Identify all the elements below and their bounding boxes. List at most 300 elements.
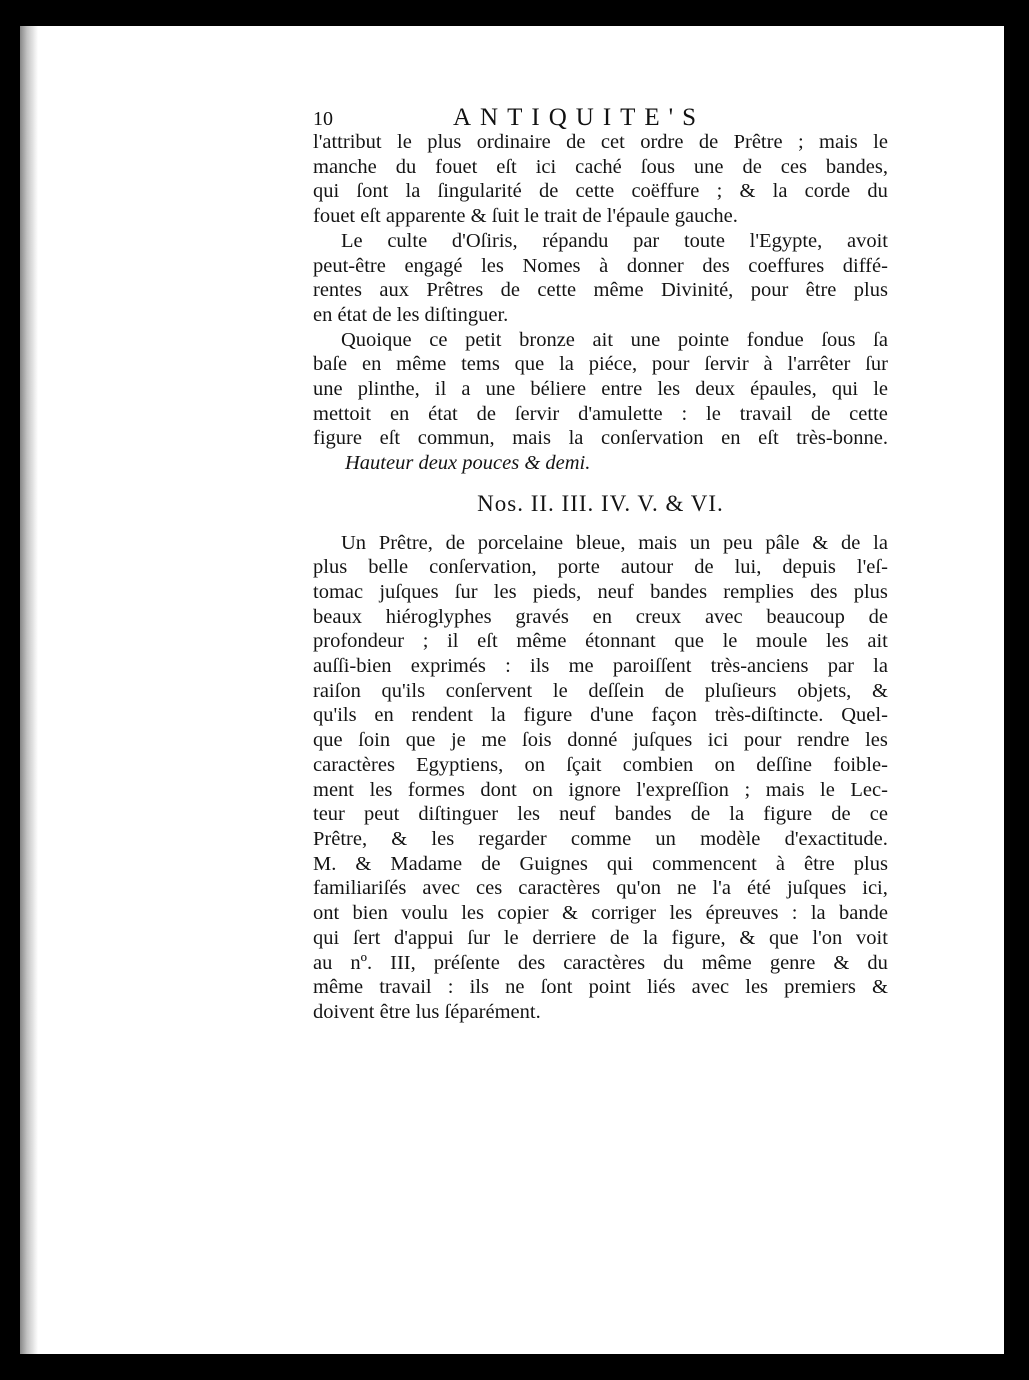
word: beaux (313, 605, 362, 628)
word: qu'ils (313, 704, 357, 727)
word: des (517, 951, 546, 974)
word: un (689, 531, 711, 554)
word: Prêtre, (313, 827, 368, 850)
word: & (812, 531, 829, 554)
word: de (810, 402, 831, 425)
word: de (831, 803, 851, 826)
word: les (481, 254, 504, 277)
text-line (313, 802, 888, 827)
word: qui (606, 852, 634, 875)
word: a (461, 378, 471, 401)
word: rendent (411, 704, 473, 727)
text-line: en état de les diſtinguer. (313, 303, 509, 326)
word: béliere (530, 378, 587, 401)
word: coëffure (631, 180, 700, 203)
text-line (313, 130, 888, 155)
word: bandes (650, 580, 708, 603)
word: regarder (478, 827, 547, 850)
word: le (873, 378, 888, 401)
word: d'une (590, 704, 634, 727)
word: l'eſ- (856, 556, 888, 579)
word: l'attribut (313, 131, 382, 153)
word: les (657, 378, 681, 401)
text-line (313, 629, 888, 654)
word: pluſieurs (704, 679, 777, 702)
word: & (871, 679, 888, 702)
word: que (514, 353, 545, 376)
word: ſçait (566, 753, 602, 776)
word: les (745, 976, 769, 999)
word: de (690, 803, 711, 826)
word: ont (313, 902, 340, 925)
text-line (313, 901, 888, 926)
word: le (820, 778, 835, 801)
word: culte (387, 229, 428, 252)
text-line (313, 229, 888, 254)
word: formes (407, 778, 465, 801)
word: modèle (700, 827, 761, 850)
word: bandes, (825, 155, 888, 178)
word: conſervation, (429, 556, 537, 579)
word: les (865, 729, 888, 752)
word: corriger (591, 902, 657, 925)
word: avec (422, 877, 460, 900)
word: à (599, 254, 609, 277)
word: avoit (846, 229, 888, 252)
word: commencent (652, 852, 757, 875)
word: conſervent (445, 679, 533, 702)
word: porte (557, 556, 600, 579)
word: façon (651, 704, 697, 727)
word: ſert (352, 926, 381, 949)
word: & (561, 902, 578, 925)
word: ici, (862, 877, 888, 900)
word: du (663, 951, 684, 974)
word: nº. (350, 951, 373, 974)
word: comme (570, 827, 632, 850)
word: cet (600, 131, 625, 153)
word: en (374, 704, 394, 727)
word: eſt (758, 427, 779, 450)
word: mais (638, 531, 677, 554)
word: être (805, 279, 837, 302)
word: un (655, 827, 676, 850)
text-line (313, 155, 888, 180)
word: des (702, 254, 730, 277)
word: Egyptiens, (416, 753, 504, 776)
word: l'arrêter (787, 353, 851, 376)
word: eſt (379, 427, 401, 450)
word: diffé- (842, 254, 888, 277)
word: en (361, 353, 382, 376)
word: mais (512, 427, 551, 450)
word: ment (313, 778, 354, 801)
word: à (763, 353, 773, 376)
word: dont (480, 778, 517, 801)
word: ſur (865, 353, 888, 376)
word: & (355, 852, 372, 875)
word: corde (804, 180, 851, 203)
word: ſont (356, 180, 389, 203)
word: le (706, 402, 721, 425)
word: plus (853, 852, 888, 875)
word: fouet (435, 155, 478, 178)
word: préſente (433, 951, 500, 974)
word: mais (819, 131, 858, 153)
word: plinthe, (357, 378, 420, 401)
word: les (669, 902, 693, 925)
word: bleue, (575, 531, 626, 554)
word: on (714, 753, 736, 776)
word: épaules, (750, 378, 817, 401)
word: engagé (404, 254, 463, 277)
word: moule (756, 630, 808, 653)
word: Prêtre (733, 131, 783, 153)
word: mettoit (313, 402, 372, 425)
word: cette (849, 402, 888, 425)
word: genre (769, 951, 816, 974)
text-line (313, 402, 888, 427)
word: d'exactitude. (784, 827, 888, 850)
word: de (664, 679, 685, 702)
word: point (588, 976, 631, 999)
word: les (431, 827, 455, 850)
word: le (722, 630, 738, 653)
word: la (810, 902, 826, 925)
word: exprimés (410, 655, 486, 678)
word: liés (646, 976, 676, 999)
word: paroiſſent (612, 655, 692, 678)
word: qu'ils (381, 679, 426, 702)
word: ſur (467, 926, 491, 949)
word: auſſi-bien (313, 655, 392, 678)
word: ils (469, 976, 489, 999)
word: combien (622, 753, 694, 776)
word: derriere (532, 926, 597, 949)
word: l'a (712, 877, 731, 900)
word: lui, (734, 556, 762, 579)
word: deſſein (588, 679, 645, 702)
word: que (313, 729, 343, 752)
running-title: ANTIQUITE'S (453, 104, 706, 131)
word: l'expreſſion (636, 778, 729, 801)
word: très-diſtincte. (714, 704, 824, 727)
word: de (609, 926, 630, 949)
word: les (517, 803, 541, 826)
word: figure (313, 427, 362, 450)
word: III, (390, 951, 416, 974)
word: neuf (597, 580, 634, 603)
word: une (313, 378, 343, 401)
word: en (721, 427, 741, 450)
text-line (313, 377, 888, 402)
word: même (313, 976, 364, 999)
word: je (450, 729, 466, 752)
text-line (313, 876, 888, 901)
text-line (313, 328, 888, 353)
word: gravés (515, 605, 569, 628)
word: qui (313, 180, 340, 203)
word: ſoin (358, 729, 391, 752)
word: me (481, 729, 507, 752)
word: par (633, 229, 660, 252)
word: ne (505, 976, 525, 999)
word: pieds, (532, 580, 582, 603)
word: teur (313, 803, 345, 826)
dimension-note: Hauteur deux pouces & demi. (345, 452, 591, 475)
word: la (642, 926, 658, 949)
word: ce (429, 328, 448, 351)
word: juſques (632, 729, 693, 752)
word: eſt (477, 630, 498, 653)
word: juſques (786, 877, 847, 900)
word: ſous (640, 155, 675, 178)
text-line (313, 352, 888, 377)
page-gutter-shadow (20, 26, 38, 1354)
word: la (559, 353, 574, 376)
word: diſtinguer (418, 803, 499, 826)
word: premiers (784, 976, 856, 999)
word: une (485, 378, 516, 401)
word: creux (635, 605, 682, 628)
text-line (313, 531, 888, 556)
word: à (775, 852, 785, 875)
word: la (568, 427, 584, 450)
body-text (313, 130, 888, 1025)
word: de (500, 279, 521, 302)
word: Quoique (341, 328, 412, 351)
word: M. (313, 852, 337, 875)
word: ſervir (704, 353, 749, 376)
word: en (389, 402, 410, 425)
word: me (568, 655, 594, 678)
word: ordre (640, 131, 684, 153)
word: on (524, 753, 545, 776)
page-number: 10 (313, 108, 333, 130)
word: : (447, 976, 454, 999)
word: juſques (379, 580, 439, 603)
word: : (681, 402, 688, 425)
word: ; (716, 180, 723, 203)
word: ſous (821, 328, 856, 351)
word: plus (313, 556, 348, 579)
text-line (313, 975, 888, 1000)
word: ces (476, 877, 503, 900)
word: ſont (540, 976, 573, 999)
word: manche (313, 155, 377, 178)
word: la (729, 803, 745, 826)
word: foible- (833, 753, 888, 776)
word: être (804, 852, 835, 875)
word: ce (869, 803, 888, 826)
word: des (810, 580, 838, 603)
word: peu (722, 531, 753, 554)
word: & (872, 976, 888, 999)
word: pour (651, 353, 690, 376)
word: ordinaire (476, 131, 551, 153)
text-line: doivent être lus ſéparément. (313, 1000, 541, 1023)
word: le (552, 679, 568, 702)
word: neuf (559, 803, 596, 826)
word: de (445, 531, 466, 554)
word: ſa (873, 328, 888, 351)
word: depuis (782, 556, 836, 579)
word: répandu (542, 229, 609, 252)
text-line (313, 254, 888, 279)
word: le (397, 131, 412, 153)
word: ſur (454, 580, 478, 603)
word: Guignes (519, 852, 588, 875)
word: épreuves (705, 902, 779, 925)
text-line (313, 679, 888, 704)
word: la (490, 704, 506, 727)
word: & (833, 951, 850, 974)
word: d'appui (394, 926, 454, 949)
word: baſe (313, 353, 348, 376)
word: ait (592, 328, 614, 351)
word: plus (853, 279, 888, 302)
word: qui (313, 926, 340, 949)
word: ſingularité (437, 180, 522, 203)
word: peut-être (313, 254, 386, 277)
word: ſervir (514, 402, 560, 425)
word: caractères (313, 753, 395, 776)
word: aux (379, 279, 409, 302)
word: Un (341, 531, 367, 554)
word: très-bonne. (796, 427, 888, 450)
word: ait (867, 630, 888, 653)
word: deux (695, 378, 736, 401)
word: une (630, 328, 661, 351)
word: de (476, 402, 496, 425)
word: que (405, 729, 436, 752)
word: cette (575, 180, 615, 203)
word: piéce, (588, 353, 638, 376)
word: ils (530, 655, 550, 678)
word: copier (497, 902, 549, 925)
text-line (313, 605, 888, 630)
word: qu'on (616, 877, 661, 900)
word: été (747, 877, 771, 900)
word: même (701, 951, 752, 974)
word: le (873, 131, 888, 153)
word: pour (750, 279, 789, 302)
text-line (313, 426, 888, 451)
word: de (698, 131, 719, 153)
word: l'on (812, 926, 843, 949)
word: les (369, 778, 393, 801)
word: toute (683, 229, 725, 252)
word: que (769, 926, 799, 949)
word: on (532, 778, 553, 801)
word: la (772, 180, 788, 203)
word: ; (422, 630, 429, 653)
word: Quel- (841, 704, 888, 727)
word: travail (739, 402, 793, 425)
word: Divinité, (661, 279, 734, 302)
word: remplies (723, 580, 794, 603)
word: Lec- (850, 778, 888, 801)
word: de (742, 155, 762, 178)
word: de (841, 531, 861, 554)
word: ne (677, 877, 697, 900)
word: la (873, 655, 888, 678)
word: en (592, 605, 612, 628)
word: Le (341, 229, 363, 252)
word: de (868, 605, 888, 628)
word: il (434, 378, 447, 401)
word: que (674, 630, 704, 653)
word: mais (765, 778, 805, 801)
word: pour (743, 729, 782, 752)
word: du (867, 951, 888, 974)
text-line (313, 852, 888, 877)
word: même (593, 279, 644, 302)
word: objets, (797, 679, 852, 702)
word: ces (780, 155, 807, 178)
text-line (313, 926, 888, 951)
text-line (313, 827, 888, 852)
word: bronze (519, 328, 575, 351)
word: figure (763, 803, 813, 826)
word: porcelaine (477, 531, 564, 554)
word: autour (620, 556, 674, 579)
section-heading: Nos. II. III. IV. V. & VI. (477, 490, 724, 516)
word: rentes (313, 279, 362, 302)
word: Prêtre, (378, 531, 433, 554)
word: plus (427, 131, 462, 153)
word: & (391, 827, 408, 850)
word: la (873, 531, 888, 554)
text-line (313, 179, 888, 204)
word: de (538, 180, 559, 203)
word: avec (691, 976, 730, 999)
word: figure, (671, 926, 726, 949)
word: : (505, 655, 511, 678)
text-line (313, 555, 888, 580)
word: bandes (614, 803, 672, 826)
word: ignore (568, 778, 621, 801)
text-line (313, 580, 888, 605)
word: l'Egypte, (749, 229, 823, 252)
word: & (739, 180, 756, 203)
word: raiſon (313, 679, 361, 702)
word: figure (523, 704, 573, 727)
text-line: fouet eſt apparente & ſuit le trait de l'épaule gauche. (313, 205, 738, 228)
word: ſois (522, 729, 552, 752)
word: voulu (401, 902, 448, 925)
word: eſt (496, 155, 517, 178)
word: petit (465, 328, 502, 351)
word: familiariſés (313, 877, 407, 900)
word: & (739, 926, 756, 949)
word: les (493, 580, 517, 603)
word: beaucoup (766, 605, 845, 628)
word: Prêtres (426, 279, 484, 302)
word: état (428, 402, 458, 425)
word: de (694, 556, 714, 579)
word: Madame (390, 852, 463, 875)
word: étonnant (585, 630, 656, 653)
word: plus (853, 580, 888, 603)
word: conſervation (601, 427, 704, 450)
word: bien (352, 902, 388, 925)
text-line (313, 753, 888, 778)
text-line (313, 703, 888, 728)
word: Nomes (522, 254, 581, 277)
word: : (791, 902, 798, 925)
word: avec (705, 605, 743, 628)
